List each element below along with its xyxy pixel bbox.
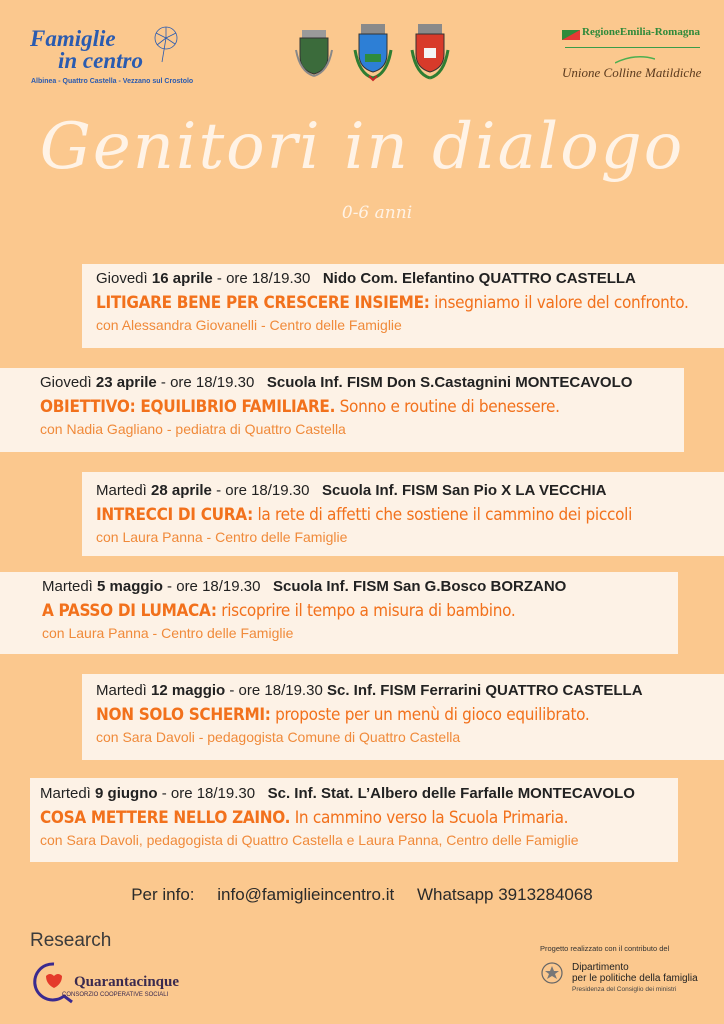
event-title: OBIETTIVO: EQUILIBRIO FAMILIARE. Sonno e routine di benessere. xyxy=(40,397,560,417)
event-card xyxy=(0,572,678,654)
unione-label: Unione Colline Matildiche xyxy=(562,65,702,80)
crest-quattro-castella-icon xyxy=(353,20,393,82)
event-speaker: con Sara Davoli, pedagogista di Quattro Castella e Laura Panna, Centro delle Famiglie xyxy=(40,832,579,848)
project-note: Progetto realizzato con il contributo del xyxy=(540,944,670,953)
email-link[interactable]: info@famiglieincentro.it xyxy=(217,885,395,904)
event-when: Martedì 9 giugno - ore 18/19.30 Sc. Inf. Stat. L’Albero delle Farfalle MONTECAVOLO xyxy=(40,785,635,802)
event-title: INTRECCI DI CURA: la rete di affetti che sostiene il cammino dei piccoli xyxy=(96,505,633,525)
event-speaker: con Alessandra Giovanelli - Centro delle Famiglie xyxy=(96,317,402,333)
regione-label: RegioneEmilia-Romagna xyxy=(582,26,700,38)
crest-vezzano-icon xyxy=(410,20,450,82)
event-title: NON SOLO SCHERMI: proposte per un menù di gioco equilibrato. xyxy=(96,705,590,725)
contact-info xyxy=(0,885,724,905)
event-title: COSA METTERE NELLO ZAINO. In cammino verso la Scuola Primaria. xyxy=(40,808,569,828)
quarantacinque-label: Quarantacinque xyxy=(74,974,180,990)
event-speaker: con Laura Panna - Centro delle Famiglie xyxy=(96,529,348,545)
logo-line1: Famiglie xyxy=(30,26,116,51)
event-when: Martedì 28 aprile - ore 18/19.30 Scuola Inf. FISM San Pio X LA VECCHIA xyxy=(96,482,607,499)
event-speaker: con Laura Panna - Centro delle Famiglie xyxy=(42,625,294,641)
research-logo: Research xyxy=(30,930,112,951)
event-card xyxy=(82,674,724,760)
leaf-icon xyxy=(615,55,655,65)
event-card xyxy=(0,368,684,452)
info-label: Per info: xyxy=(131,885,195,904)
age-range: 0-6 anni xyxy=(341,203,413,223)
logo-line2: in centro xyxy=(58,48,143,73)
event-title: LITIGARE BENE PER CRESCERE INSIEME: insegniamo il valore del confronto. xyxy=(96,293,689,313)
event-when: Giovedì 16 aprile - ore 18/19.30 Nido Com. Elefantino QUATTRO CASTELLA xyxy=(96,270,636,287)
event-card xyxy=(82,264,724,348)
whatsapp-link[interactable]: Whatsapp 3913284068 xyxy=(416,885,593,904)
event-speaker: con Nadia Gagliano - pediatra di Quattro Castella xyxy=(40,421,346,437)
event-when: Martedì 12 maggio - ore 18/19.30 Sc. Inf. FISM Ferrarini QUATTRO CASTELLA xyxy=(96,682,643,699)
page-title: Genitori in dialogo xyxy=(39,110,685,184)
event-when: Martedì 5 maggio - ore 18/19.30 Scuola Inf. FISM San G.Bosco BORZANO xyxy=(42,578,567,595)
regione-flag-icon xyxy=(562,30,580,40)
logo-subtitle: Albinea - Quattro Castella - Vezzano sul Crostolo xyxy=(31,78,194,85)
dandelion-icon xyxy=(148,24,184,64)
famiglie-in-centro-logo xyxy=(30,28,143,72)
event-when: Giovedì 23 aprile - ore 18/19.30 Scuola Inf. FISM Don S.Castagnini MONTECAVOLO xyxy=(40,374,633,391)
event-title: A PASSO DI LUMACA: riscoprire il tempo a misura di bambino. xyxy=(42,601,516,621)
emblem-icon xyxy=(540,960,564,986)
event-speaker: con Sara Davoli - pedagogista Comune di Quattro Castella xyxy=(96,729,461,745)
event-card xyxy=(82,472,724,556)
divider xyxy=(565,47,700,48)
crest-albinea-icon xyxy=(294,20,334,82)
dipartimento-line2: per le politiche della famiglia xyxy=(572,973,698,984)
dipartimento-line1: Dipartimento xyxy=(572,962,629,973)
quarantacinque-subtitle: CONSORZIO COOPERATIVE SOCIALI xyxy=(62,992,169,998)
dipartimento-line3: Presidenza del Consiglio dei ministri xyxy=(572,986,677,993)
event-card xyxy=(30,778,678,862)
